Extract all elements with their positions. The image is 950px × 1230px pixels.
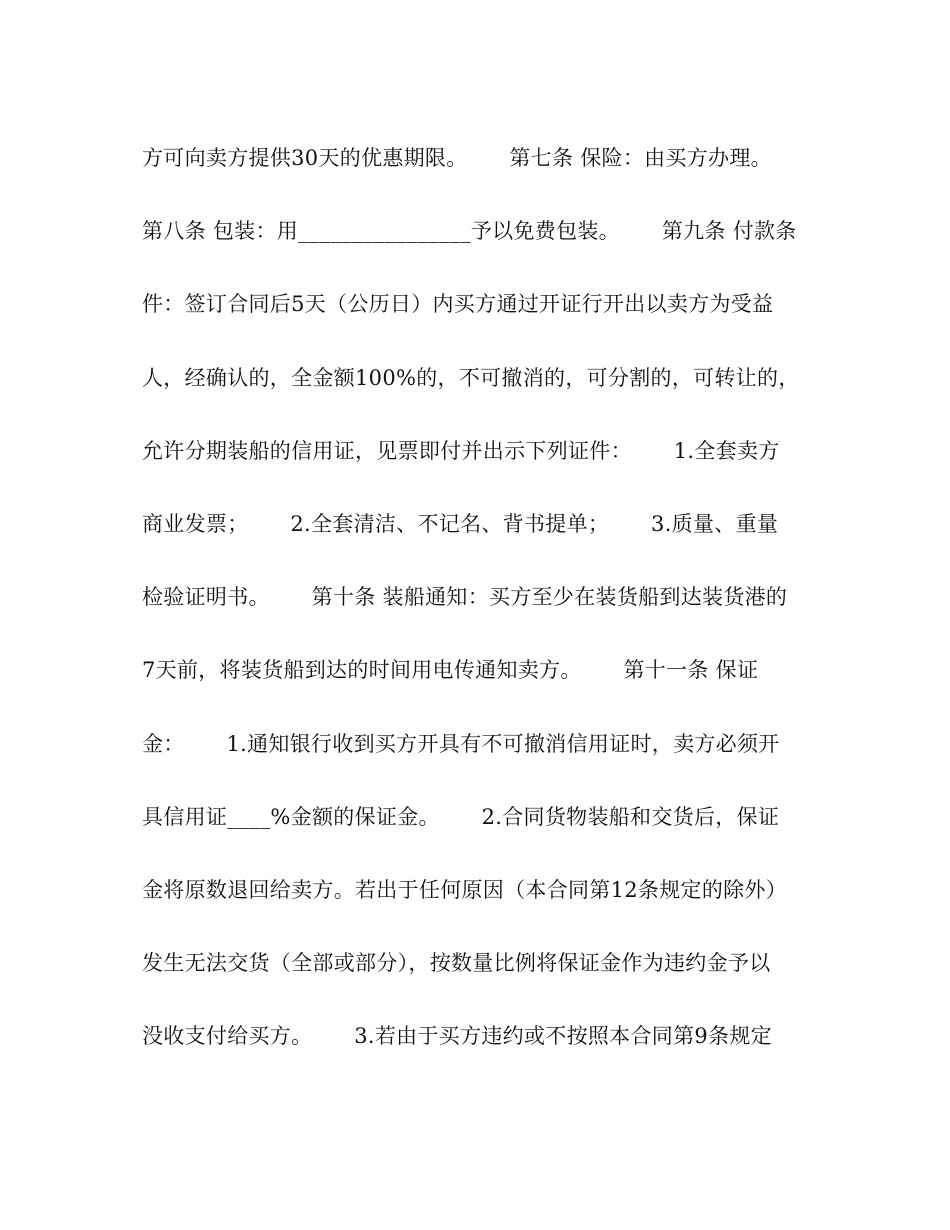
text-line: 检验证明书。 第十条 装船通知：买方至少在装货船到达装货港的 (142, 585, 788, 610)
text-line: 人，经确认的，全金额100%的，不可撤消的，可分割的，可转让的， (142, 365, 800, 390)
text-line: 件：签订合同后5天（公历日）内买方通过开证行开出以卖方为受益 (142, 292, 774, 317)
text-line: 7天前，将装货船到达的时间用电传通知卖方。 第十一条 保证 (142, 658, 759, 683)
text-line: 金将原数退回给卖方。若出于任何原因（本合同第12条规定的除外） (142, 877, 788, 902)
text-line: 没收支付给买方。 3.若由于买方违约或不按照本合同第9条规定 (142, 1024, 772, 1049)
text-line: 方可向卖方提供30天的优惠期限。 第七条 保险：由买方办理。 (142, 146, 772, 170)
text-line: 金： 1.通知银行收到买方开具有不可撤消信用证时，卖方必须开 (142, 731, 780, 756)
text-line: 第八条 包装：用________________予以免费包装。 第九条 付款条 (142, 219, 797, 244)
text-line: 具信用证____%金额的保证金。 2.合同货物装船和交货后，保证 (142, 804, 780, 829)
text-line: 发生无法交货（全部或部分），按数量比例将保证金作为违约金予以 (142, 951, 771, 976)
contract-body-text (142, 138, 822, 1089)
text-line: 允许分期装船的信用证，见票即付并出示下列证件： 1.全套卖方 (142, 438, 780, 463)
text-line: 商业发票； 2.全套清洁、不记名、背书提单； 3.质量、重量 (142, 511, 779, 536)
